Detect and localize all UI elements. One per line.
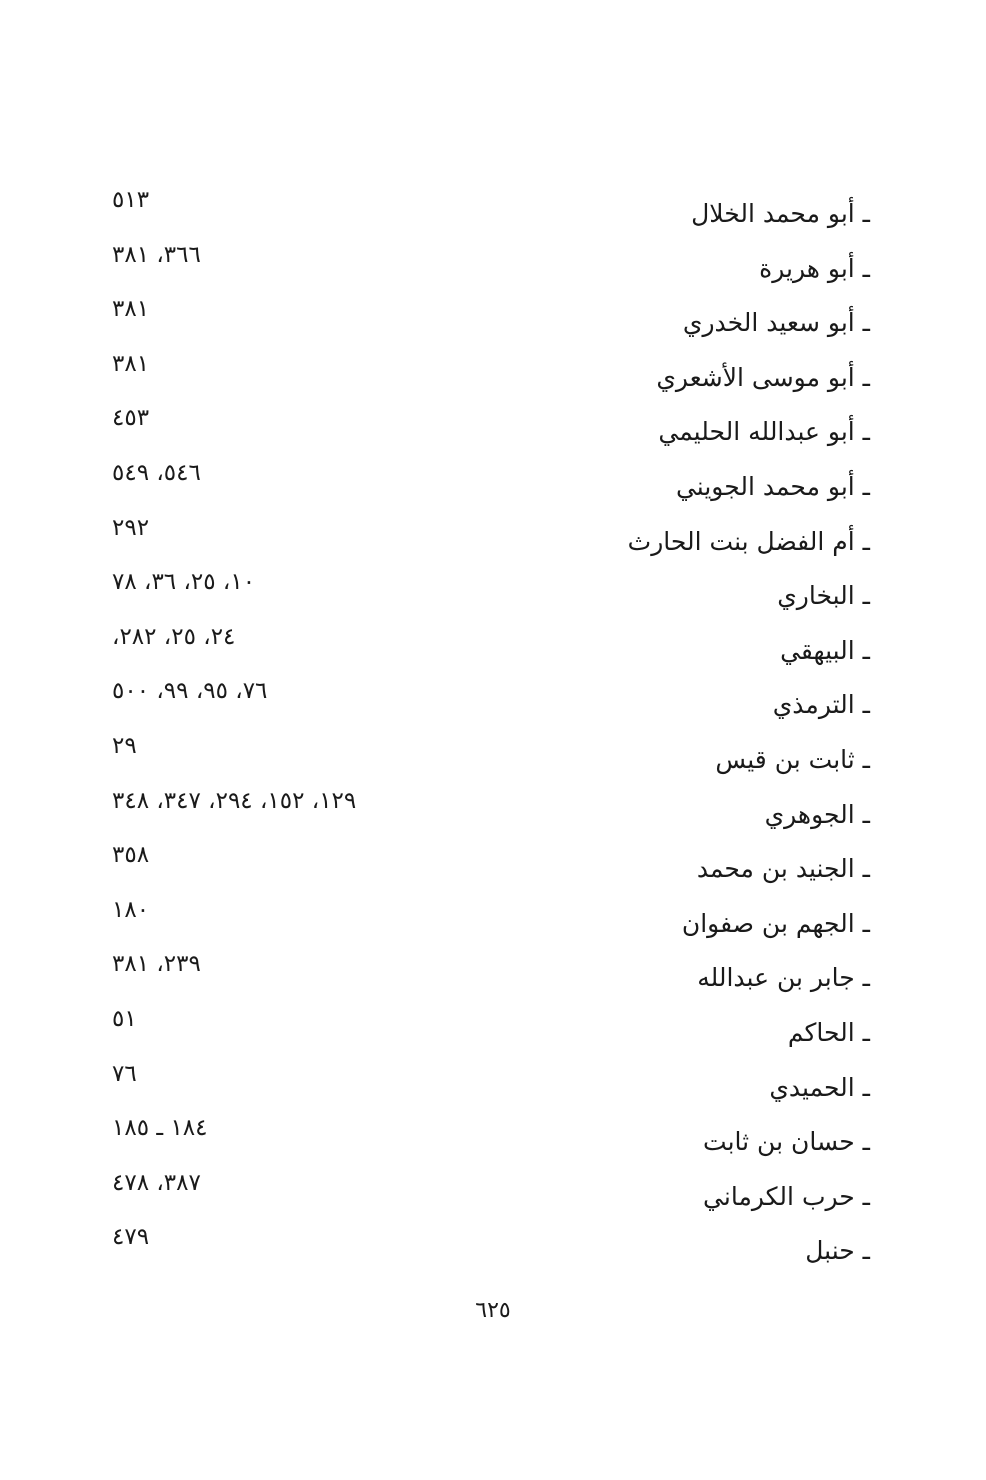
index-entry <box>100 893 870 948</box>
index-entry <box>100 456 870 511</box>
entry-page-refs: ٤٥٣ <box>112 405 150 432</box>
entry-name: ـ أم الفضل بنت الحارث <box>627 526 870 556</box>
entry-page-refs: ٢٣٩، ٣٨١ <box>112 951 201 978</box>
entry-page-refs: ١٨٤ ـ ١٨٥ <box>112 1115 208 1142</box>
entry-name: ـ جابر بن عبدالله <box>697 963 870 993</box>
entry-name: ـ أبو هريرة <box>759 253 870 283</box>
index-entry <box>100 401 870 456</box>
entry-page-refs: ٥٤٦، ٥٤٩ <box>112 459 201 486</box>
entry-name: ـ البيهقي <box>780 635 870 665</box>
entry-name: ـ حرب الكرماني <box>703 1181 870 1211</box>
index-entry <box>100 565 870 620</box>
entry-page-refs: ١٨٠ <box>112 896 150 923</box>
entry-name: ـ أبو سعيد الخدري <box>682 308 870 338</box>
index-entry <box>100 238 870 293</box>
entry-page-refs: ٢٤، ٢٥، ٢٨٢، <box>112 623 236 650</box>
entry-name: ـ حنبل <box>805 1236 870 1266</box>
entry-name: ـ البخاري <box>777 581 870 611</box>
index-entry <box>100 838 870 893</box>
entry-name: ـ أبو محمد الخلال <box>691 199 870 228</box>
index-entry <box>100 292 870 347</box>
entry-page-refs: ٢٩٢ <box>112 514 150 541</box>
index-entry <box>100 511 870 566</box>
entry-name: ـ الجهم بن صفوان <box>681 908 870 938</box>
index-entry <box>100 674 870 729</box>
entry-name: ـ الحاكم <box>787 1017 870 1047</box>
entry-page-refs: ٧٦، ٩٥، ٩٩، ٥٠٠ <box>112 678 268 705</box>
index-entry <box>100 729 870 784</box>
entry-name: ـ ثابت بن قيس <box>715 744 870 774</box>
entry-name: ـ أبو محمد الجويني <box>675 471 870 501</box>
entry-page-refs: ٢٩ <box>112 732 137 759</box>
index-entry <box>100 947 870 1002</box>
index-entry <box>100 347 870 402</box>
entry-name: ـ حسان بن ثابت <box>703 1127 870 1157</box>
entry-name: ـ الحميدي <box>769 1072 870 1102</box>
entry-name: ـ أبو موسى الأشعري <box>656 362 870 392</box>
entry-page-refs: ٥١ <box>112 1005 137 1032</box>
entry-page-refs: ٣٨١ <box>112 296 150 323</box>
index-entry <box>100 1057 870 1112</box>
index-entry <box>100 1111 870 1166</box>
entry-page-refs: ٧٦ <box>112 1060 137 1087</box>
index-entry <box>100 1002 870 1057</box>
index-entry <box>100 620 870 675</box>
entry-page-refs: ٤٧٩ <box>112 1224 150 1251</box>
entry-page-refs: ٣٦٦، ٣٨١ <box>112 241 201 268</box>
entry-page-refs: ١٢٩، ١٥٢، ٢٩٤، ٣٤٧، ٣٤٨ <box>112 787 357 814</box>
index-entry <box>100 1220 870 1275</box>
name-index-list <box>100 183 870 1275</box>
entry-name: ـ الجنيد بن محمد <box>696 854 870 884</box>
index-entry <box>100 784 870 839</box>
entry-page-refs: ٣٥٨ <box>112 842 150 869</box>
entry-name: ـ الترمذي <box>772 690 870 720</box>
entry-page-refs: ٣٨١ <box>112 350 150 377</box>
page-number: ٦٢٥ <box>475 1298 511 1323</box>
entry-name: ـ الجوهري <box>764 799 870 829</box>
index-entry <box>100 183 870 238</box>
entry-page-refs: ٥١٣ <box>112 187 150 213</box>
entry-page-refs: ١٠، ٢٥، ٣٦، ٧٨ <box>112 569 256 596</box>
entry-page-refs: ٣٨٧، ٤٧٨ <box>112 1169 201 1196</box>
index-entry <box>100 1166 870 1221</box>
entry-name: ـ أبو عبدالله الحليمي <box>658 417 870 447</box>
